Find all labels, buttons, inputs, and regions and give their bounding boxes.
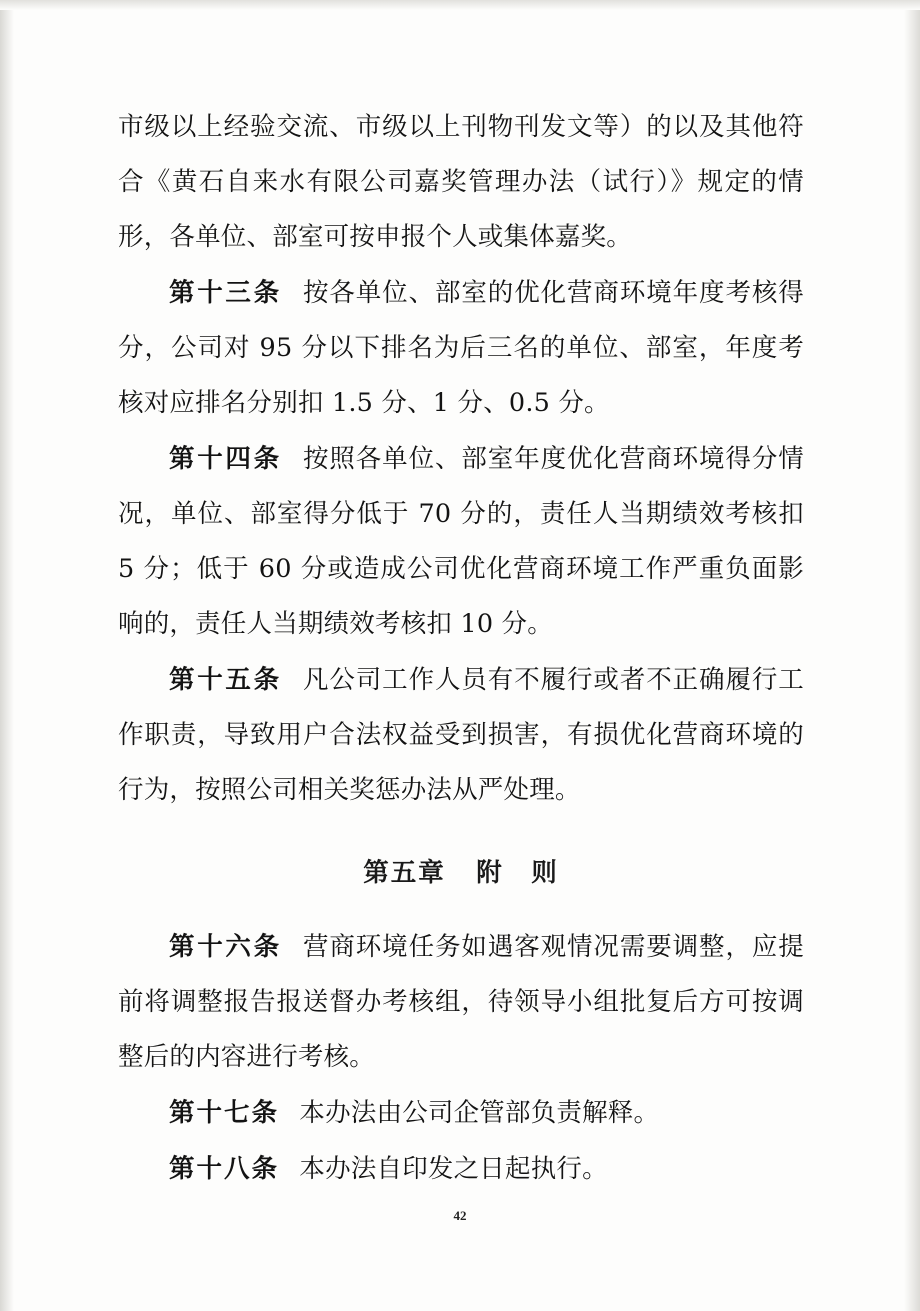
article-15-label: 第十五条 xyxy=(169,665,282,695)
article-18-label: 第十八条 xyxy=(169,1154,280,1184)
chapter-heading xyxy=(118,848,804,898)
article-15-text: 凡公司工作人员有不履行或者不正确履行工作职责，导致用户合法权益受到损害，有损优化营商环境的行为，按照公司相关奖惩办法从严处理。 xyxy=(118,665,804,805)
article-13 xyxy=(118,266,804,431)
paragraph-continued xyxy=(118,100,804,265)
article-16-label: 第十六条 xyxy=(169,932,282,962)
page-edge-shadow-right xyxy=(904,0,920,1311)
document-body xyxy=(118,100,804,1198)
article-14-label: 第十四条 xyxy=(169,444,282,474)
page-edge-shadow-left xyxy=(0,0,14,1311)
page-edge-shadow-top xyxy=(0,0,920,10)
chapter-title: 附 则 xyxy=(476,858,559,888)
article-16-text: 营商环境任务如遇客观情况需要调整，应提前将调整报告报送督办考核组，待领导小组批复后方可按调整后的内容进行考核。 xyxy=(118,932,804,1072)
article-14-text: 按照各单位、部室年度优化营商环境得分情况，单位、部室得分低于 70 分的，责任人当期绩效考核扣 5 分；低于 60 分或造成公司优化营商环境工作严重负面影响的，责任人当期绩效考核扣 10 分。 xyxy=(118,444,804,639)
article-15 xyxy=(118,653,804,818)
article-18-text: 本办法自印发之日起执行。 xyxy=(299,1154,608,1184)
article-16 xyxy=(118,920,804,1085)
article-17-text: 本办法由公司企管部负责解释。 xyxy=(299,1098,660,1128)
article-17 xyxy=(118,1086,804,1141)
article-18 xyxy=(118,1142,804,1197)
page-number: 42 xyxy=(453,1208,467,1223)
article-17-label: 第十七条 xyxy=(169,1098,280,1128)
paragraph-text: 市级以上经验交流、市级以上刊物刊发文等）的以及其他符合《黄石自来水有限公司嘉奖管理办法（试行）》规定的情形，各单位、部室可按申报个人或集体嘉奖。 xyxy=(118,112,804,252)
article-14 xyxy=(118,432,804,652)
article-13-label: 第十三条 xyxy=(169,278,282,308)
article-13-text: 按各单位、部室的优化营商环境年度考核得分，公司对 95 分以下排名为后三名的单位、部室，年度考核对应排名分别扣 1.5 分、1 分、0.5 分。 xyxy=(118,278,804,418)
chapter-number: 第五章 xyxy=(363,858,446,888)
